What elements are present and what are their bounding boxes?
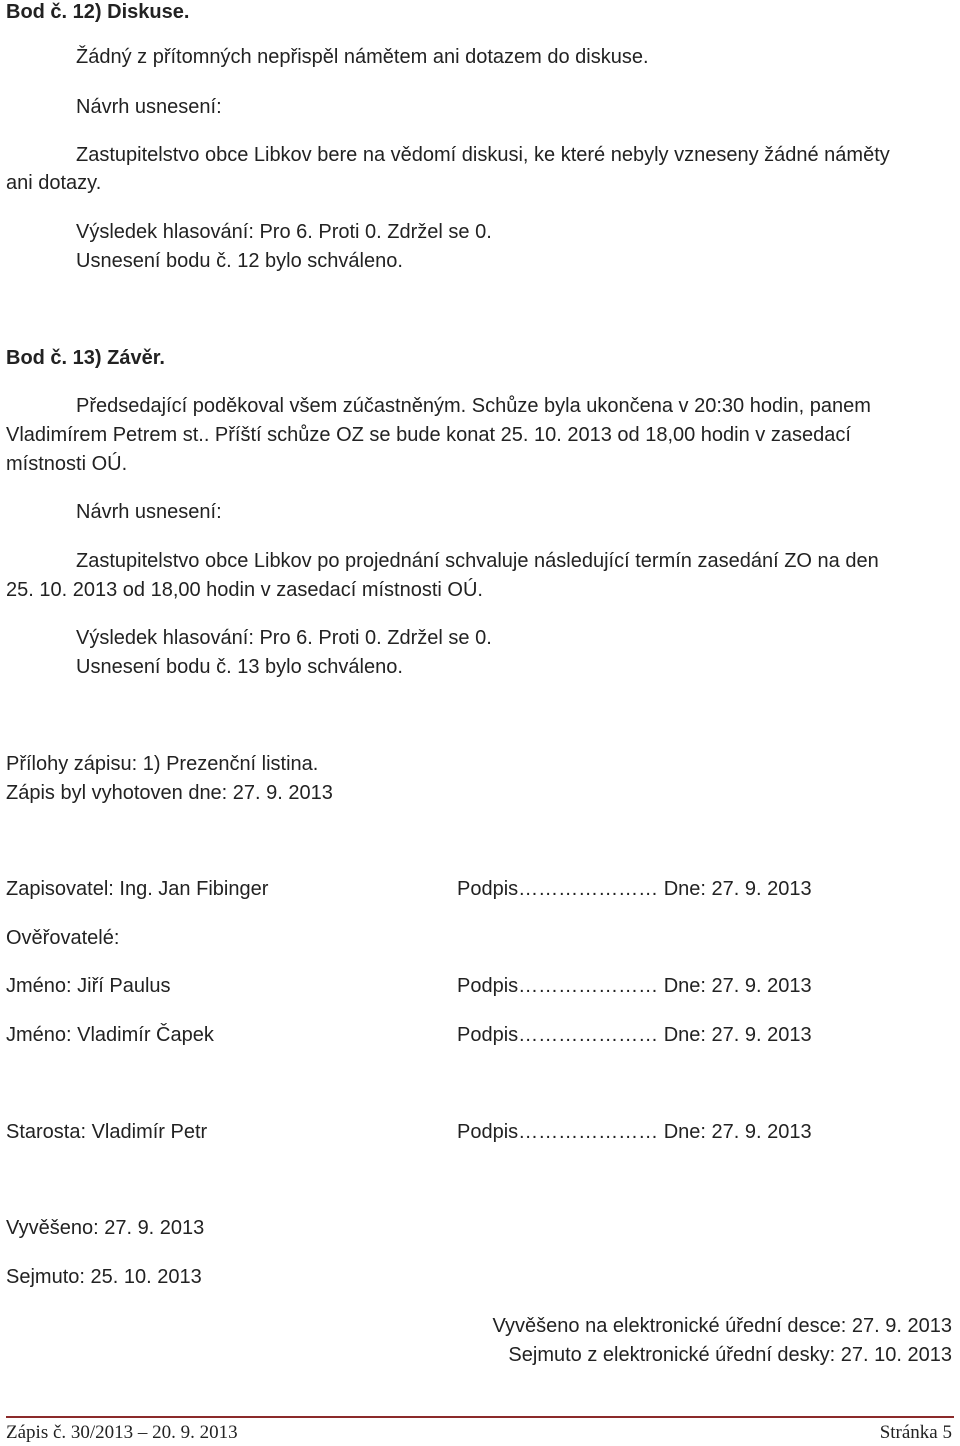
posted-date: Vyvěšeno: 27. 9. 2013 — [6, 1217, 205, 1239]
section-13-text-line-1: Předsedající poděkoval všem zúčastněným. Schůze byla ukončena v 20:30 hodin, panem — [76, 395, 871, 417]
section-13-resolution-line-2: 25. 10. 2013 od 18,00 hodin v zasedací místnosti OÚ. — [6, 579, 483, 601]
section-13-vote: Výsledek hlasování: Pro 6. Proti 0. Zdržel se 0. — [76, 627, 492, 649]
section-12-resolution-line-2: ani dotazy. — [6, 172, 102, 194]
verifier-1-signature: Podpis………………… Dne: 27. 9. 2013 — [457, 975, 812, 997]
section-12-heading: Bod č. 12) Diskuse. — [6, 1, 190, 23]
mayor-name: Starosta: Vladimír Petr — [6, 1121, 208, 1143]
section-12-resolution-line-1: Zastupitelstvo obce Libkov bere na vědomí diskusi, ke které nebyly vzneseny žádné náměty — [76, 144, 890, 166]
verifier-2-signature: Podpis………………… Dne: 27. 9. 2013 — [457, 1024, 812, 1046]
section-12-vote: Výsledek hlasování: Pro 6. Proti 0. Zdržel se 0. — [76, 221, 492, 243]
section-13-result: Usnesení bodu č. 13 bylo schváleno. — [76, 656, 403, 678]
removed-date: Sejmuto: 25. 10. 2013 — [6, 1266, 202, 1288]
attachments: Přílohy zápisu: 1) Prezenční listina. — [6, 753, 319, 775]
recorder-name: Zapisovatel: Ing. Jan Fibinger — [6, 878, 269, 900]
section-13-proposal-label: Návrh usnesení: — [76, 501, 222, 523]
mayor-signature: Podpis………………… Dne: 27. 9. 2013 — [457, 1121, 812, 1143]
section-12-text: Žádný z přítomných nepřispěl námětem ani dotazem do diskuse. — [76, 46, 649, 68]
verifier-2-name: Jméno: Vladimír Čapek — [6, 1024, 214, 1046]
section-12-result: Usnesení bodu č. 12 bylo schváleno. — [76, 250, 403, 272]
footer-document-id: Zápis č. 30/2013 – 20. 9. 2013 — [6, 1422, 238, 1443]
electronic-posted: Vyvěšeno na elektronické úřední desce: 27. 9. 2013 — [492, 1315, 952, 1337]
section-12-proposal-label: Návrh usnesení: — [76, 96, 222, 118]
section-13-resolution-line-1: Zastupitelstvo obce Libkov po projednání schvaluje následující termín zasedání ZO na den — [76, 550, 879, 572]
prepared-date: Zápis byl vyhotoven dne: 27. 9. 2013 — [6, 782, 333, 804]
footer-rule — [6, 1416, 954, 1418]
section-13-heading: Bod č. 13) Závěr. — [6, 347, 165, 369]
electronic-removed: Sejmuto z elektronické úřední desky: 27. 10. 2013 — [508, 1344, 952, 1366]
verifiers-label: Ověřovatelé: — [6, 927, 120, 949]
section-13-text-line-3: místnosti OÚ. — [6, 453, 128, 475]
recorder-signature: Podpis………………… Dne: 27. 9. 2013 — [457, 878, 812, 900]
section-13-text-line-2: Vladimírem Petrem st.. Příští schůze OZ se bude konat 25. 10. 2013 od 18,00 hodin v zasedací — [6, 424, 851, 446]
footer-page-number: Stránka 5 — [879, 1422, 952, 1443]
verifier-1-name: Jméno: Jiří Paulus — [6, 975, 171, 997]
